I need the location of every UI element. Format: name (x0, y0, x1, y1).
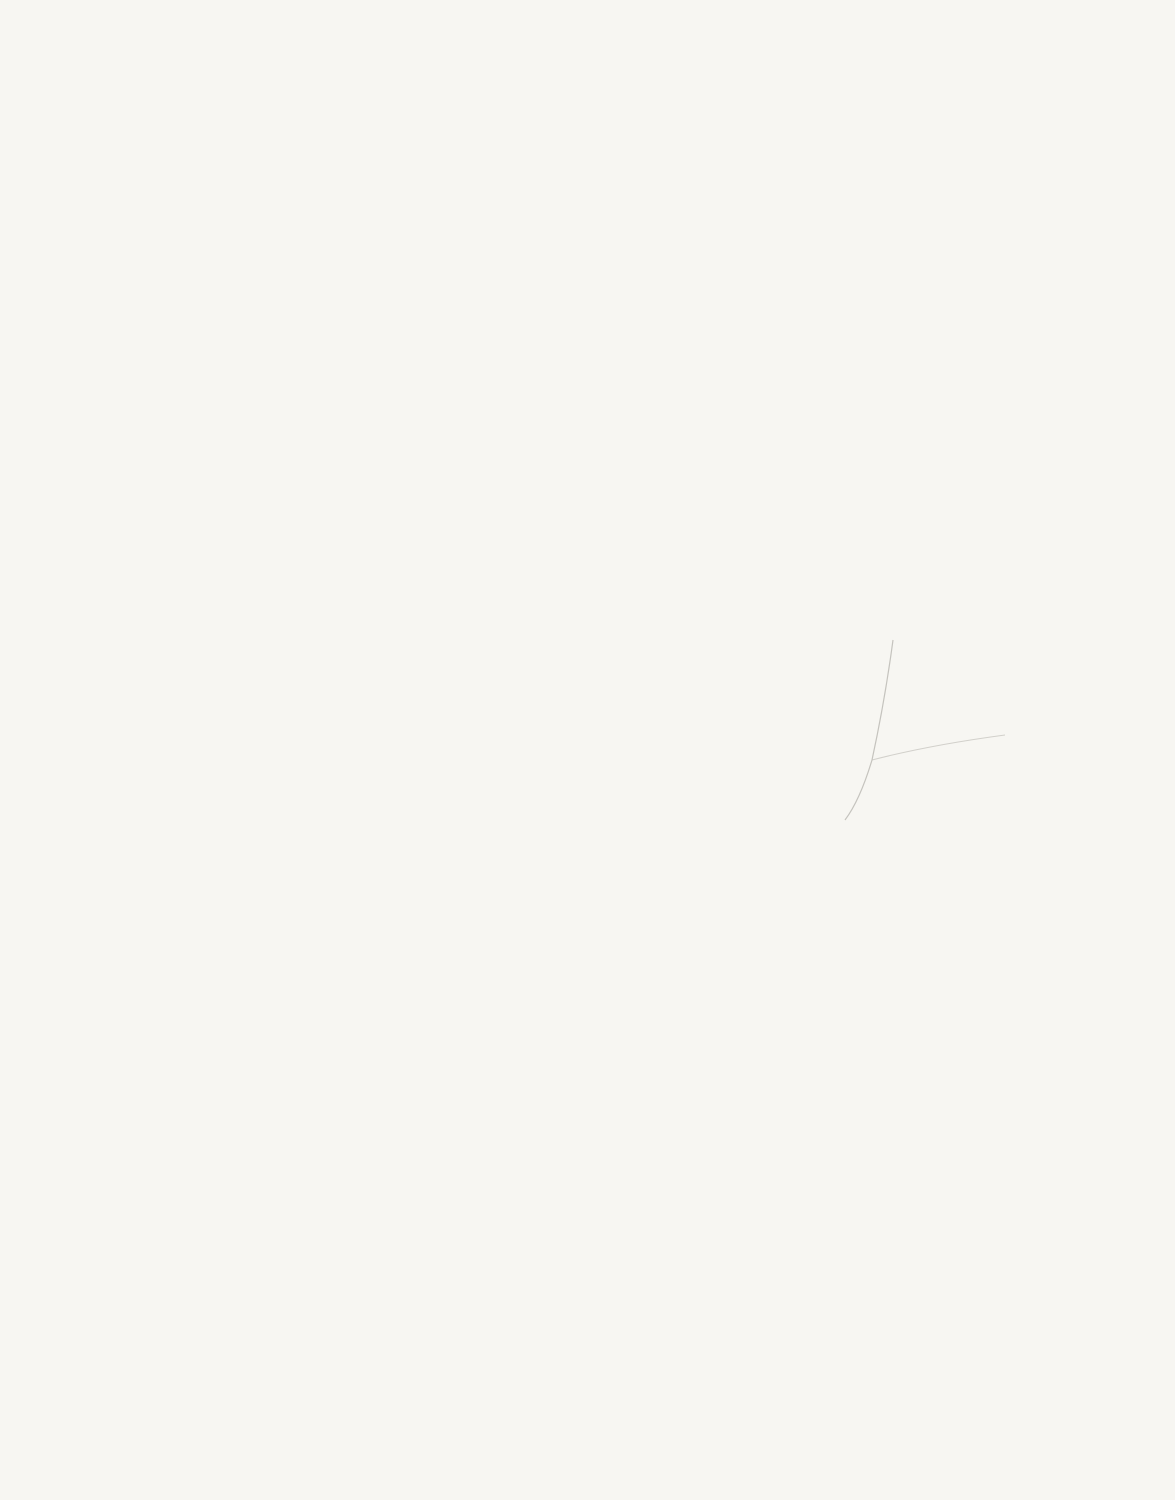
section-heading (134, 574, 990, 598)
